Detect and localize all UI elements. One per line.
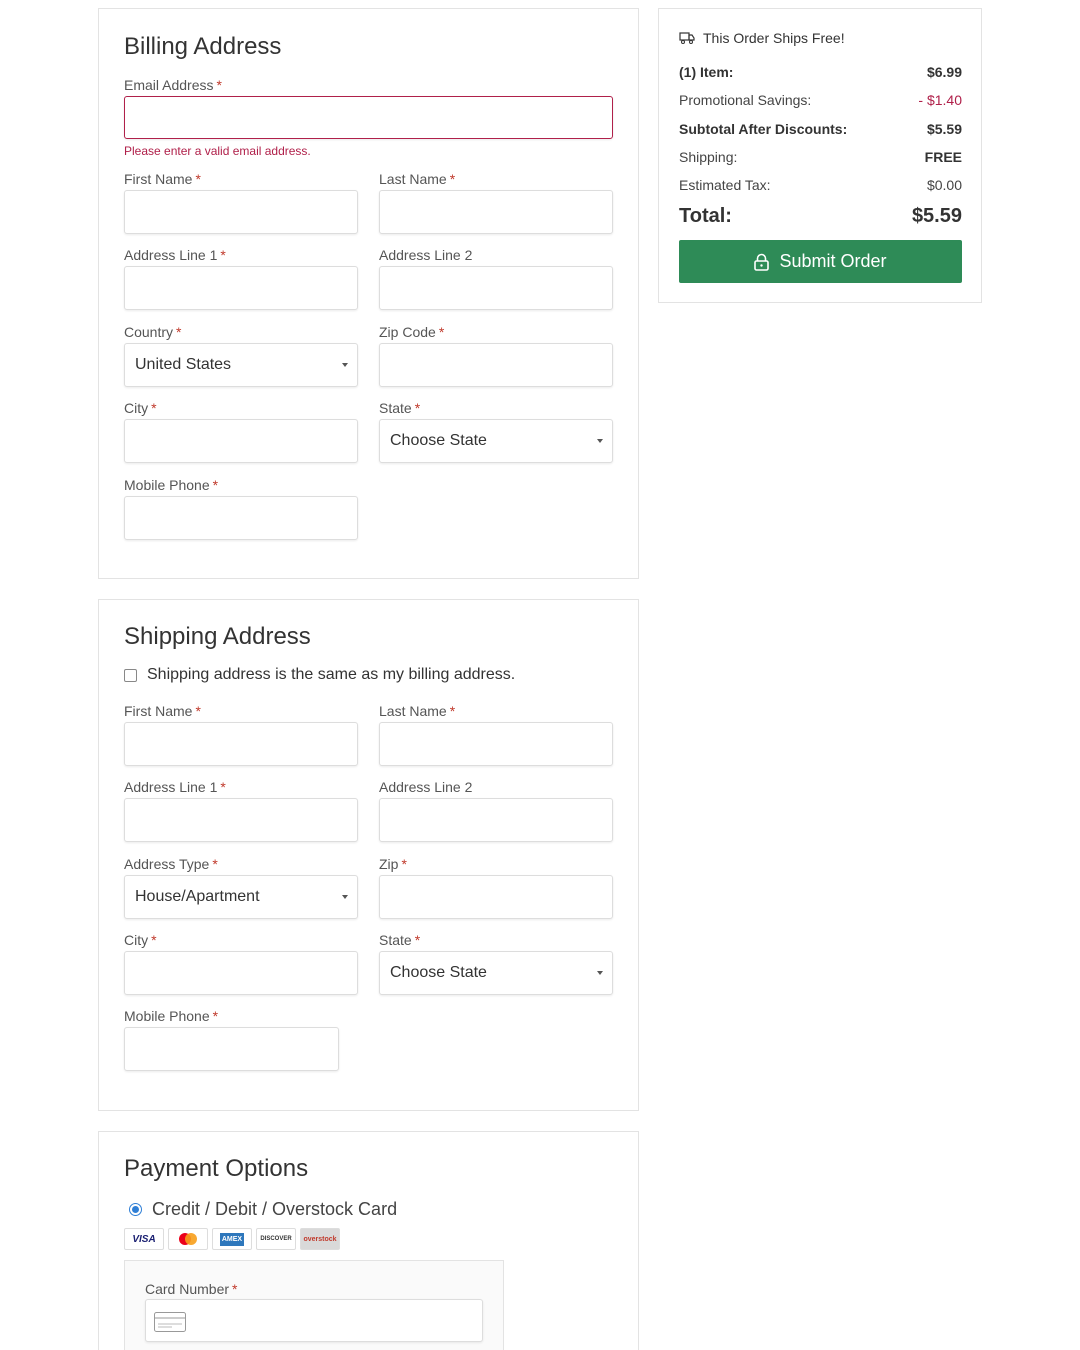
zip-input[interactable] (379, 343, 613, 387)
overstock-card-logo: overstock (300, 1228, 340, 1250)
ship-state-select[interactable] (379, 951, 613, 995)
country-label: Country * (124, 324, 182, 340)
shipping-address-panel (98, 599, 639, 1111)
billing-address-panel (98, 8, 639, 579)
same-as-billing-label: Shipping address is the same as my billing address. (147, 666, 516, 683)
caret-down-icon (597, 971, 603, 975)
payment-options-panel (98, 1131, 639, 1350)
card-details-box (124, 1260, 504, 1350)
ship-address2-label: Address Line 2 (379, 779, 473, 795)
state-select[interactable] (379, 419, 613, 463)
ship-phone-input[interactable] (124, 1027, 339, 1071)
email-error-message: Please enter a valid email address. (124, 144, 311, 158)
ships-free-notice (679, 30, 845, 46)
country-select-value: United States (135, 356, 232, 373)
card-payment-label: Credit / Debit / Overstock Card (152, 1199, 398, 1219)
address-type-select[interactable] (124, 875, 358, 919)
ship-city-label: City * (124, 932, 157, 948)
order-summary-panel (658, 8, 982, 303)
address2-label: Address Line 2 (379, 247, 473, 263)
ship-address1-input[interactable] (124, 798, 358, 842)
credit-card-icon (154, 1312, 186, 1332)
visa-logo: VISA (124, 1228, 164, 1250)
caret-down-icon (597, 439, 603, 443)
ship-first-name-input[interactable] (124, 722, 358, 766)
address2-input[interactable] (379, 266, 613, 310)
card-number-label: Card Number * (145, 1281, 238, 1297)
mastercard-logo (168, 1228, 208, 1250)
summary-total-row: Total: $5.59 (679, 205, 962, 227)
ship-phone-label: Mobile Phone * (124, 1008, 219, 1024)
email-label: Email Address * (124, 77, 222, 93)
card-payment-option[interactable] (129, 1199, 397, 1220)
caret-down-icon (342, 363, 348, 367)
first-name-label: First Name * (124, 171, 201, 187)
card-logos (124, 1228, 340, 1250)
address-type-value: House/Apartment (135, 888, 260, 905)
same-as-billing-checkbox[interactable] (124, 669, 137, 682)
ship-address2-input[interactable] (379, 798, 613, 842)
payment-title: Payment Options (124, 1155, 309, 1182)
zip-label: Zip Code * (379, 324, 445, 340)
city-label: City * (124, 400, 157, 416)
country-select[interactable] (124, 343, 358, 387)
state-label: State * (379, 400, 421, 416)
submit-order-button[interactable] (679, 240, 962, 283)
ship-state-label: State * (379, 932, 421, 948)
billing-title: Billing Address (124, 33, 282, 60)
address1-label: Address Line 1 * (124, 247, 226, 263)
same-as-billing-row[interactable] (124, 666, 515, 684)
ship-first-name-label: First Name * (124, 703, 201, 719)
amex-logo: AMEX (212, 1228, 252, 1250)
discover-logo: DISCOVER (256, 1228, 296, 1250)
summary-promo-row: Promotional Savings: - $1.40 (679, 92, 962, 108)
caret-down-icon (342, 895, 348, 899)
truck-icon (679, 32, 695, 44)
ship-city-input[interactable] (124, 951, 358, 995)
ship-last-name-input[interactable] (379, 722, 613, 766)
summary-item-row: (1) Item: $6.99 (679, 64, 962, 80)
state-select-value: Choose State (390, 432, 487, 449)
address1-input[interactable] (124, 266, 358, 310)
ship-last-name-label: Last Name * (379, 703, 456, 719)
email-input[interactable] (124, 96, 613, 139)
phone-label: Mobile Phone * (124, 477, 219, 493)
card-number-input[interactable] (145, 1299, 483, 1342)
summary-tax-row: Estimated Tax: $0.00 (679, 177, 962, 193)
phone-input[interactable] (124, 496, 358, 540)
ship-zip-label: Zip * (379, 856, 407, 872)
lock-icon (754, 253, 769, 271)
submit-order-label: Submit Order (779, 251, 887, 271)
city-input[interactable] (124, 419, 358, 463)
shipping-title: Shipping Address (124, 623, 311, 650)
first-name-input[interactable] (124, 190, 358, 234)
summary-subtotal-row: Subtotal After Discounts: $5.59 (679, 121, 962, 137)
card-payment-radio[interactable] (129, 1203, 142, 1216)
ships-free-text: This Order Ships Free! (703, 30, 845, 46)
ship-zip-input[interactable] (379, 875, 613, 919)
last-name-input[interactable] (379, 190, 613, 234)
last-name-label: Last Name * (379, 171, 456, 187)
ship-state-value: Choose State (390, 964, 487, 981)
ship-address1-label: Address Line 1 * (124, 779, 226, 795)
summary-shipping-row: Shipping: FREE (679, 149, 962, 165)
address-type-label: Address Type * (124, 856, 218, 872)
